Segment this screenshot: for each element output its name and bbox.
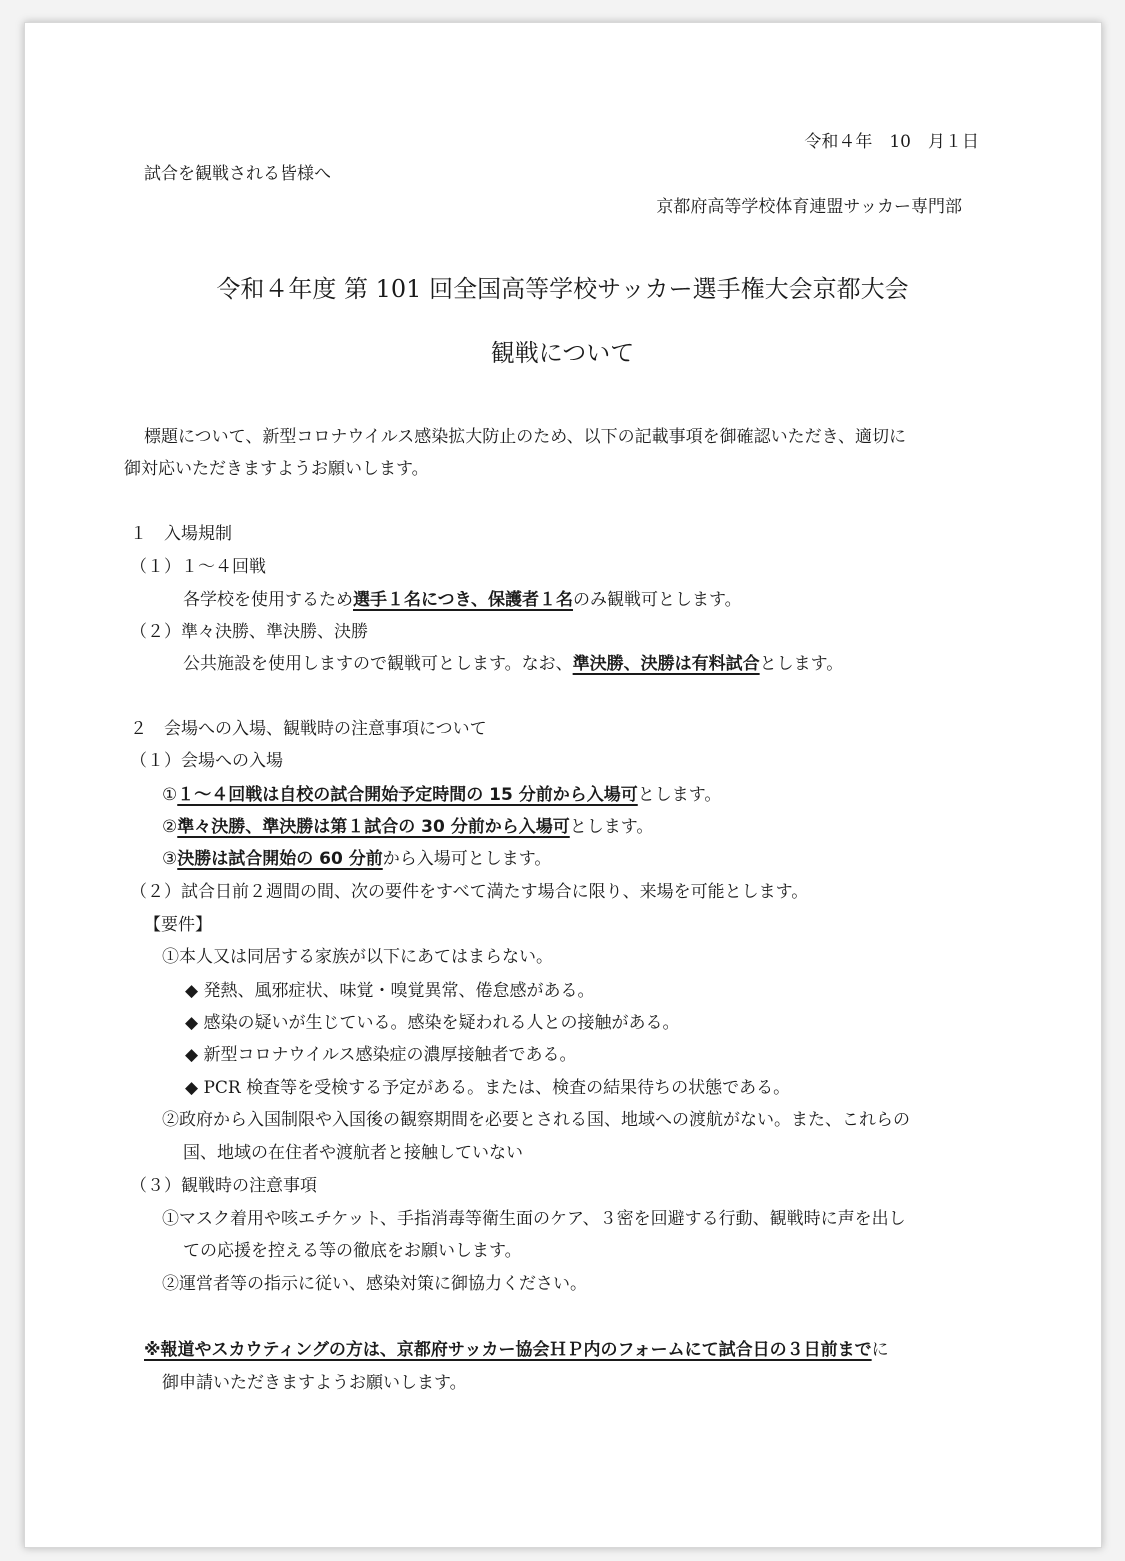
press-note-line-1: ※報道やスカウティングの方は、京都府サッカー協会ＨＰ内のフォームにて試合日の３日前までに <box>144 1340 889 1360</box>
addressee: 試合を観戦される皆様へ <box>144 164 331 184</box>
sender: 京都府高等学校体育連盟サッカー専門部 <box>656 197 962 217</box>
emphasis-text: 選手１名につき、保護者１名 <box>353 590 573 610</box>
section-2-sub-3-label: （３）観戦時の注意事項 <box>130 1176 317 1196</box>
section-2-heading: ２ 会場への入場、観戦時の注意事項について <box>130 719 487 739</box>
caution-1-line-1: ①マスク着用や咳エチケット、手指消毒等衛生面のケア、３密を回避する行動、観戦時に声を出し <box>162 1209 906 1229</box>
intro-line-1: 標題について、新型コロナウイルス感染拡大防止のため、以下の記載事項を御確認いただき、適切に <box>144 427 906 447</box>
section-2-sub-2-label: （２）試合日前２週間の間、次の要件をすべて満たす場合に限り、来場を可能とします。 <box>130 882 809 902</box>
emphasis-text: ※報道やスカウティングの方は、京都府サッカー協会ＨＰ内のフォームにて試合日の３日前まで <box>144 1340 872 1360</box>
section-2-sub-1-label: （１）会場への入場 <box>130 751 283 771</box>
section-1-sub-1-text: 各学校を使用するため選手１名につき、保護者１名のみ観戦可とします。 <box>183 590 742 610</box>
emphasis-text: 準決勝、決勝は有料試合 <box>572 654 760 674</box>
requirement-bullet: ◆ 発熱、風邪症状、味覚・嗅覚異常、倦怠感がある。 <box>185 981 595 1001</box>
requirement-2-line-1: ②政府から入国制限や入国後の観察期間を必要とされる国、地域への渡航がない。また、これらの <box>162 1110 910 1130</box>
document-subtitle: 観戦について <box>490 339 635 367</box>
emphasis-text: １～４回戦は自校の試合開始予定時間の 15 分前から入場可 <box>177 785 638 805</box>
requirement-bullet: ◆ 感染の疑いが生じている。感染を疑われる人との接触がある。 <box>185 1013 680 1033</box>
requirement-2-line-2: 国、地域の在住者や渡航者と接触していない <box>183 1143 523 1163</box>
caution-1-line-2: ての応援を控える等の徹底をお願いします。 <box>183 1241 522 1261</box>
entry-item-3: ③決勝は試合開始の 60 分前から入場可とします。 <box>162 849 552 869</box>
requirement-bullet: ◆ PCR 検査等を受検する予定がある。または、検査の結果待ちの状態である。 <box>185 1078 791 1098</box>
emphasis-text: 準々決勝、準決勝は第１試合の 30 分前から入場可 <box>177 817 570 837</box>
section-1-sub-1-label: （１）１～４回戦 <box>130 557 266 577</box>
entry-item-1: ①１～４回戦は自校の試合開始予定時間の 15 分前から入場可とします。 <box>162 785 722 805</box>
document-title: 令和４年度 第 101 回全国高等学校サッカー選手権大会京都大会 <box>216 275 909 303</box>
intro-line-2: 御対応いただきますようお願いします。 <box>124 459 429 479</box>
emphasis-text: 決勝は試合開始の 60 分前 <box>177 849 383 869</box>
press-note-line-2: 御申請いただきますようお願いします。 <box>162 1373 467 1393</box>
requirement-1: ①本人又は同居する家族が以下にあてはまらない。 <box>162 947 553 967</box>
entry-item-2: ②準々決勝、準決勝は第１試合の 30 分前から入場可とします。 <box>162 817 654 837</box>
date: 令和４年 10 月１日 <box>804 132 979 152</box>
section-1-sub-2-label: （２）準々決勝、準決勝、決勝 <box>130 622 368 642</box>
requirement-bullet: ◆ 新型コロナウイルス感染症の濃厚接触者である。 <box>185 1045 577 1065</box>
caution-2: ②運営者等の指示に従い、感染対策に御協力ください。 <box>162 1274 587 1294</box>
section-1-sub-2-text: 公共施設を使用しますので観戦可とします。なお、準決勝、決勝は有料試合とします。 <box>183 654 844 674</box>
requirements-label: 【要件】 <box>144 915 212 935</box>
section-1-heading: １ 入場規制 <box>130 524 232 544</box>
